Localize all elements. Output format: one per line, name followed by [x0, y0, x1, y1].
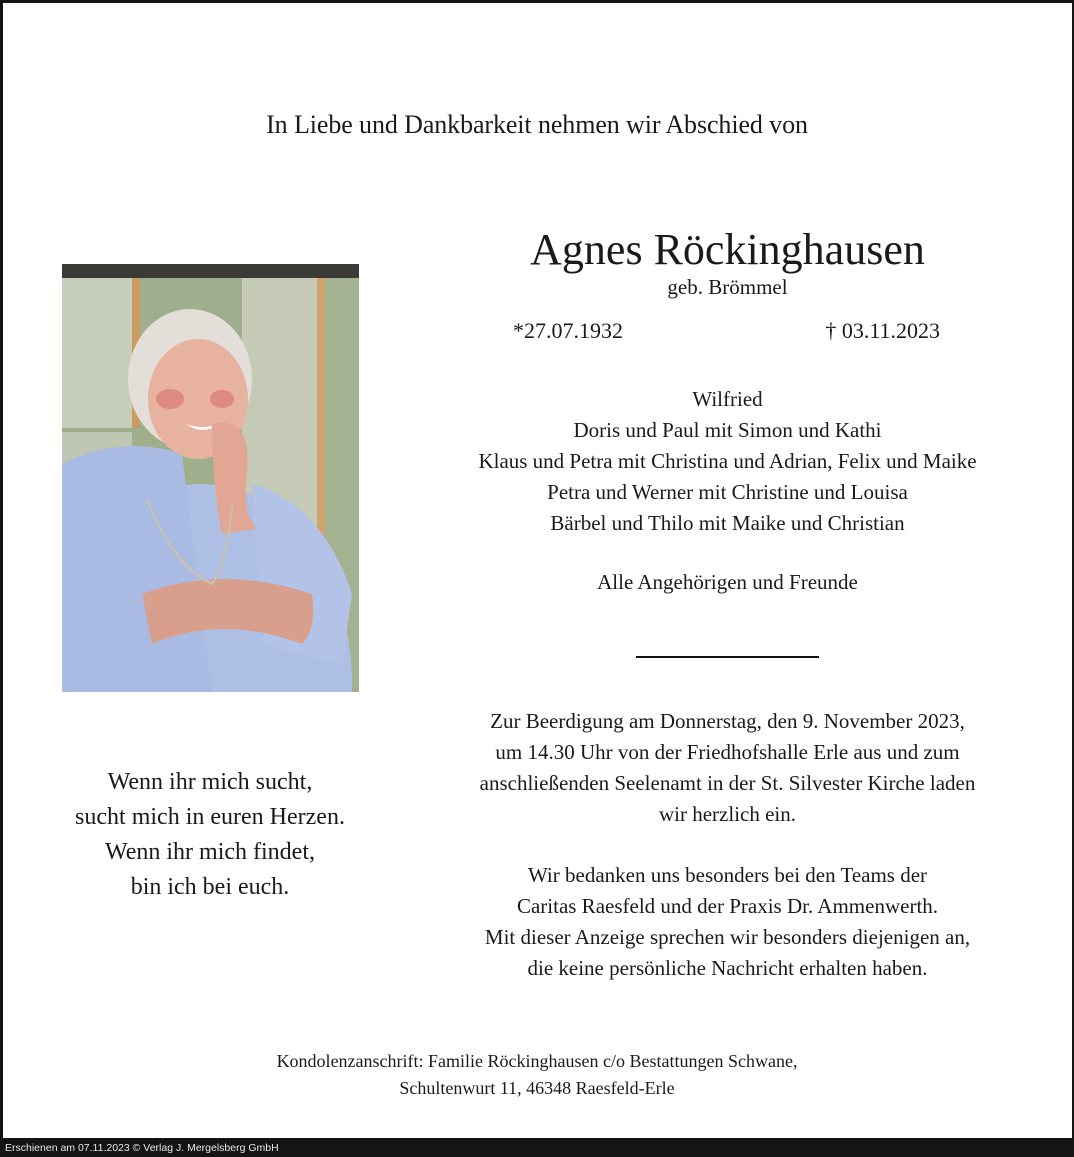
all-relatives: Alle Angehörigen und Freunde	[597, 570, 858, 594]
funeral-line: wir herzlich ein.	[658, 802, 797, 826]
poem	[40, 765, 380, 905]
mourners-list	[430, 384, 1025, 539]
poem-line: sucht mich in euren Herzen.	[75, 804, 345, 830]
maiden-name: geb. Brömmel	[667, 275, 788, 299]
portrait-illustration	[62, 264, 359, 692]
intro-heading: In Liebe und Dankbarkeit nehmen wir Abschied von	[266, 110, 808, 139]
mourner-line: Klaus und Petra mit Christina und Adrian, Felix und Maike	[478, 449, 977, 473]
thanks-line: Wir bedanken uns besonders bei den Teams der	[527, 863, 928, 887]
birth-date: *27.07.1932	[513, 318, 623, 343]
portrait-photo	[62, 264, 359, 692]
poem-line: Wenn ihr mich findet,	[104, 839, 315, 865]
condolence-address	[0, 1048, 1074, 1102]
address-line: Kondolenzanschrift: Familie Röckinghausen c/o Bestattungen Schwane,	[276, 1051, 798, 1071]
poem-line: bin ich bei euch.	[130, 874, 290, 900]
divider-line	[636, 656, 819, 658]
mourner-line: Bärbel und Thilo mit Maike und Christian	[550, 511, 905, 535]
death-date: † 03.11.2023	[825, 318, 940, 343]
mourner-line: Doris und Paul mit Simon und Kathi	[573, 418, 882, 442]
deceased-name: Agnes Röckinghausen	[530, 225, 925, 274]
mourner-line: Wilfried	[692, 387, 763, 411]
funeral-line: Zur Beerdigung am Donnerstag, den 9. November 2023,	[490, 709, 965, 733]
thanks-line: Mit dieser Anzeige sprechen wir besonders diejenigen an,	[484, 925, 971, 949]
poem-line: Wenn ihr mich sucht,	[107, 769, 313, 795]
thanks-notice	[430, 860, 1025, 984]
funeral-notice	[430, 706, 1025, 830]
mourner-line: Petra und Werner mit Christine und Louisa	[547, 480, 908, 504]
thanks-line: die keine persönliche Nachricht erhalten haben.	[527, 956, 928, 980]
thanks-line: Caritas Raesfeld und der Praxis Dr. Ammenwerth.	[516, 894, 939, 918]
funeral-line: um 14.30 Uhr von der Friedhofshalle Erle aus und zum	[495, 740, 960, 764]
funeral-line: anschließenden Seelenamt in der St. Silvester Kirche laden	[479, 771, 976, 795]
address-line: Schultenwurt 11, 46348 Raesfeld-Erle	[399, 1078, 675, 1098]
publication-footer: Erschienen am 07.11.2023 © Verlag J. Mergelsberg GmbH	[5, 1142, 279, 1154]
